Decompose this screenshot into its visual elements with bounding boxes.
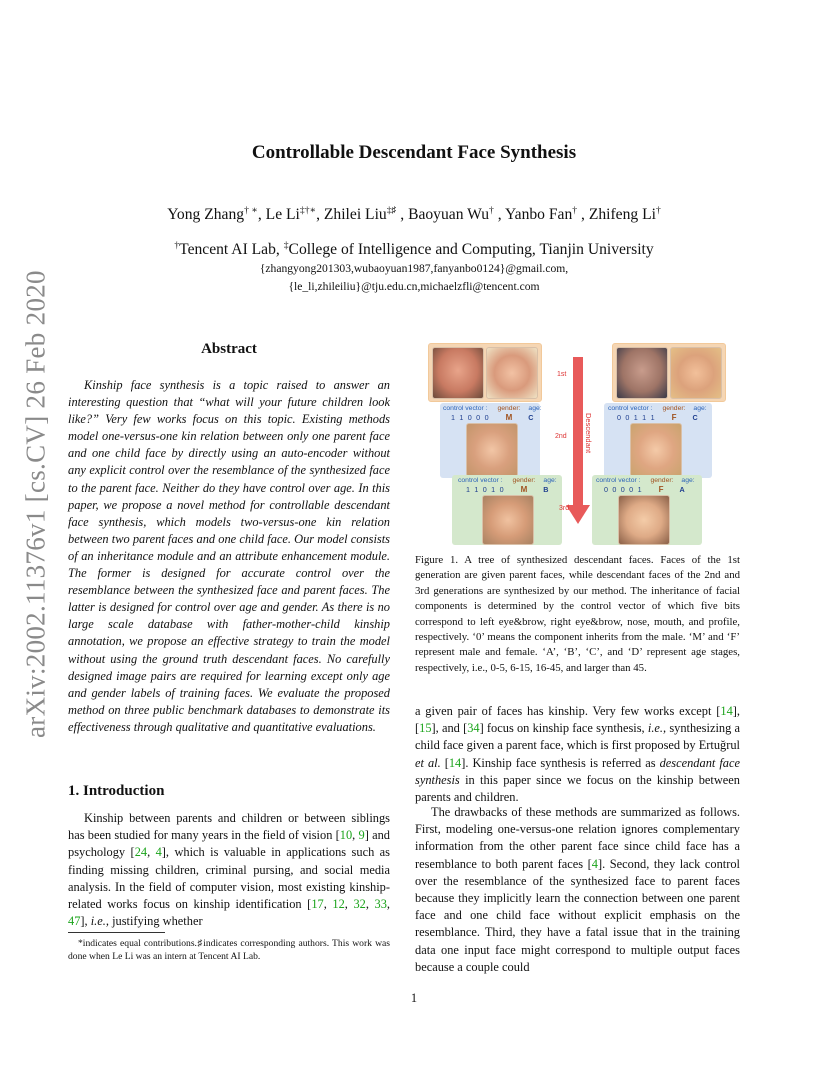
generation-label: 1st [557, 371, 567, 378]
descendant-face-image [618, 495, 670, 545]
paper-title: Controllable Descendant Face Synthesis [251, 142, 577, 163]
descendant-label: Descendant [584, 413, 593, 454]
author: Zhilei Liu [323, 206, 387, 223]
section-heading-introduction: 1. Introduction [68, 783, 165, 799]
arxiv-identifier: arXiv:2002.11376v1 [cs.CV] 26 Feb 2020 [20, 270, 51, 738]
citation-link[interactable]: 47 [68, 914, 81, 929]
email-line-2: {le_li,zhileiliu}@tju.edu.cn,michaelzfli@tencent.com [288, 280, 540, 293]
parent-face-image [432, 347, 484, 399]
author: Zhifeng Li [588, 206, 656, 223]
descendant-face-image [466, 423, 518, 477]
body-paragraph: The drawbacks of these methods are summarized as follows. First, modeling one-versus-one relation ignores complementary information from the other parent face since child face has a resemblance to both parent faces [4]. Second, they lack control over the resemblance of the synthesized face to parent faces because they implicitly learn the connection between one parent face and one child face without explicit emphasis on the resemblance. Third, they have a fatal issue that in the training data one input face might correspond to multiple output faces because a couple could [415, 805, 740, 974]
email-line-1: {zhangyong201303,wubaoyuan1987,fanyanbo0124}@gmail.com, [259, 262, 569, 275]
body-paragraph: a given pair of faces has kinship. Very few works except [14], [15], and [34] focus on kinship face synthesis, i.e., synthesizing a child face given a parent face, which is first proposed by Ertuğrul et al. [14]. Kinship face synthesis is referred as descendant face synthesis in this paper since we focus on the kinship between parents and children. [415, 704, 740, 805]
citation-link[interactable]: 15 [419, 721, 432, 736]
figure-caption: Figure 1. A tree of synthesized descendant faces. Faces of the 1st generation are given parent faces, while descendant faces of the 2nd and 3rd generations are synthesized by our method. The inheritance of facial components is determined by the control vector of which five bits correspond to left eye&brow, right eye&brow, nose, mouth, and profile, respectively. ‘0’ means the component inherits from the male. ‘M’ and ‘F’ represent male and female. ‘A’, ‘B’, ‘C’, and ‘D’ represent age stages, respectively, i.e., 0-5, 6-15, 16-45, and larger than 45. [415, 554, 740, 674]
citation-link[interactable]: 33 [374, 897, 387, 912]
affiliation-tju: College of Intelligence and Computing, Tianjin University [288, 241, 654, 258]
control-info: control vector : gender: age: [608, 405, 707, 412]
author: Yong Zhang [167, 206, 245, 223]
arxiv-sidebar [15, 270, 57, 738]
author: Le Li [265, 206, 300, 223]
citation-link[interactable]: 4 [155, 845, 162, 860]
citation-link[interactable]: 14 [448, 755, 462, 770]
citation-link[interactable]: 4 [591, 856, 598, 871]
footnote-rule [68, 932, 165, 933]
citation-link[interactable]: 24 [134, 845, 148, 860]
intro-paragraph: Kinship between parents and children or between siblings has been studied for many years in the field of vision [10, 9] and psychology [24, 4], which is valuable in applications such as finding missing children, criminal pursing, and social media analysis. In the field of computer vision, most existing kinship-related works focus on kinship identification [17, 12, 32, 33, 47], i.e., justifying whether [68, 811, 390, 929]
generation-label: 3rd [559, 505, 570, 512]
control-info: control vector : gender: age: [443, 405, 542, 412]
descendant-face-image [630, 423, 682, 477]
abstract-body: Kinship face synthesis is a topic raised to answer an interesting question that “what will your future children look like?” Very few works focus on this topic. Existing methods model one-versus-one kin relation between only one parent face and one child face by directly using an auto-encoder without any explicit control over the resemblance of the synthesized face to the parent face. Neither do they have control over age. In this paper, we propose a novel method for controllable descendant face synthesis, which models two-versus-one kin relation between two parent faces and one child face. Our model consists of an inheritance module and an attribute enhancement module. The former is designed for accurate control over the resemblance between the synthesized face and parent faces. The latter is designed for control over age and gender. As there is no large scale database with father-mother-child kinship annotation, we propose an effective strategy to train the model without using the ground truth descendant faces. No carefully designed image pairs are required for learning except only age and gender labels of training faces. We evaluate the proposed method on three public benchmark databases to demonstrate its effectiveness through qualitative and quantitative evaluations. [68, 378, 390, 734]
author: Baoyuan Wu [408, 206, 490, 223]
citation-link[interactable]: 9 [358, 828, 365, 843]
control-info: control vector : gender: age: [596, 477, 695, 484]
citation-link[interactable]: 17 [311, 897, 324, 912]
parent-face-image [486, 347, 538, 399]
citation-link[interactable]: 32 [353, 897, 366, 912]
author-list: Yong Zhang† ∗, Le Li‡†∗, Zhilei Liu‡♯ , Baoyuan Wu† , Yanbo Fan† , Zhifeng Li† [167, 204, 661, 223]
control-values: 0 0 0 0 1 F A [604, 485, 686, 494]
citation-link[interactable]: 12 [332, 897, 345, 912]
page-number: 1 [410, 991, 418, 1005]
affiliations: †Tencent AI Lab, ‡College of Intelligence and Computing, Tianjin University [174, 239, 654, 258]
control-info: control vector : gender: age: [458, 477, 557, 484]
citation-link[interactable]: 34 [467, 721, 480, 736]
control-values: 0 0 1 1 1 F C [617, 413, 699, 422]
parent-face-image [616, 347, 668, 399]
generation-label: 2nd [555, 433, 567, 440]
parent-face-image [670, 347, 722, 399]
citation-link[interactable]: 14 [720, 704, 733, 718]
footnote: *indicates equal contributions.♯indicates corresponding authors. This work was done when Le Li was an intern at Tencent AI Lab. [68, 938, 390, 963]
abstract-heading: Abstract [201, 341, 257, 357]
affiliation-tencent: Tencent AI Lab, [179, 241, 280, 258]
author: Yanbo Fan [504, 206, 573, 223]
citation-link[interactable]: 10 [339, 828, 353, 843]
control-values: 1 1 0 1 0 M B [466, 485, 550, 494]
figure-descendant-tree [424, 343, 736, 546]
control-values: 1 1 0 0 0 M C [451, 413, 535, 422]
descendant-face-image [482, 495, 534, 545]
